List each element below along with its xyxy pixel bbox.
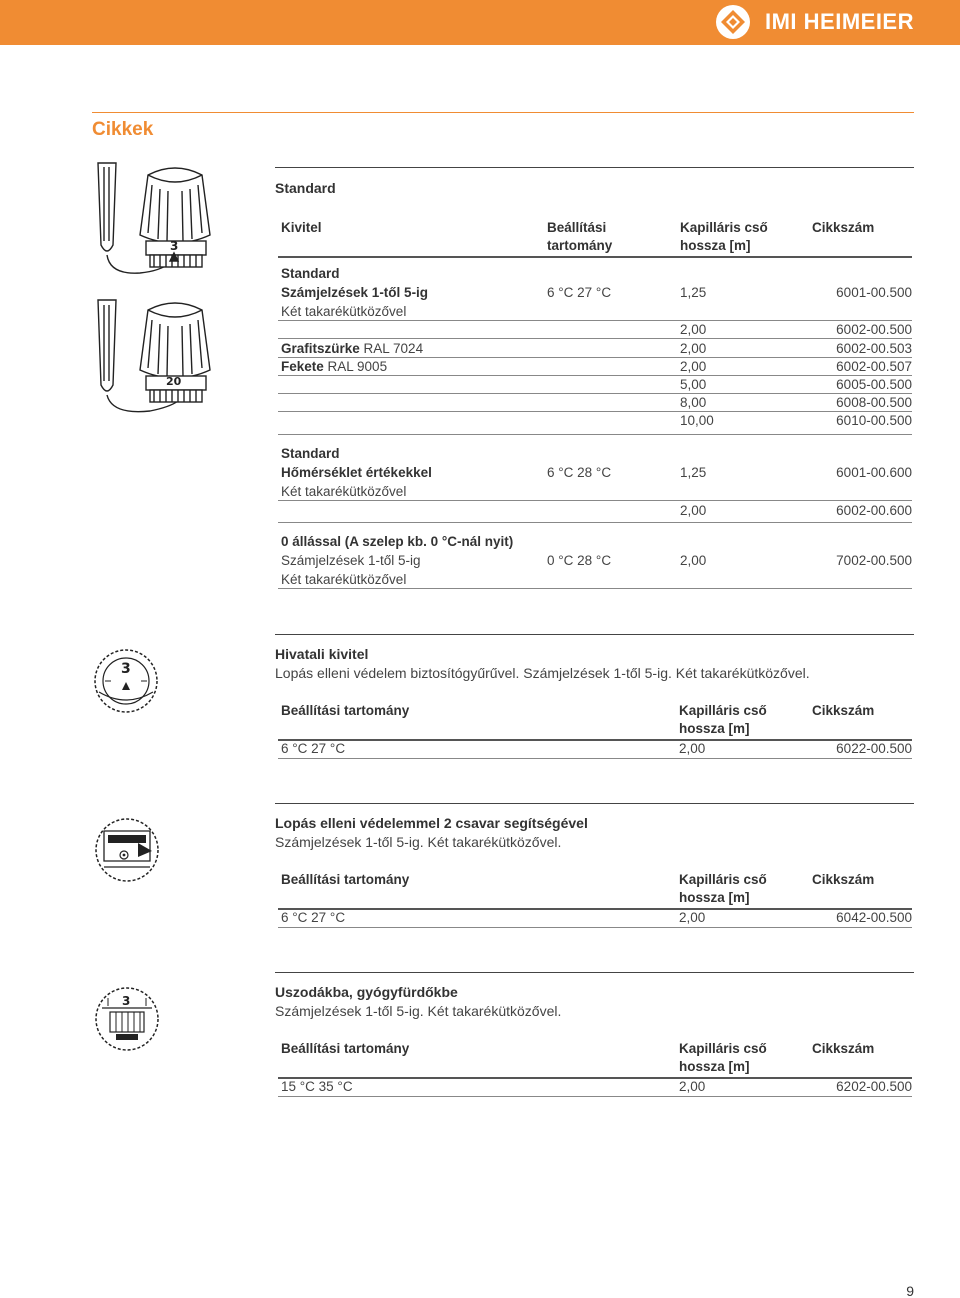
table-cell: 6022-00.500: [836, 741, 912, 756]
col-header-cap-1: Kapilláris cső: [679, 872, 767, 887]
svg-text:20: 20: [166, 375, 182, 388]
table-cell: 6002-00.500: [836, 322, 912, 337]
dial-icon: [94, 986, 160, 1052]
table-cell: 6002-00.600: [836, 503, 912, 518]
svg-text:3: 3: [170, 239, 179, 253]
table-cell: 2,00: [679, 741, 706, 756]
title-rule: [92, 112, 914, 113]
table-cell: 15 °C 35 °C: [281, 1079, 353, 1094]
table-cell: 2,00: [680, 359, 707, 374]
col-header-range: Beállítási tartomány: [281, 1041, 410, 1056]
col-header-cap-2: hossza [m]: [679, 1059, 750, 1074]
col-header-code: Cikkszám: [812, 220, 875, 235]
table-cell: 6 °C 27 °C: [281, 910, 346, 925]
table-bottom-rule: [278, 758, 912, 759]
dial-icon: [93, 648, 159, 714]
table-cell: 2,00: [680, 553, 707, 568]
col-header-cap-1: Kapilláris cső: [679, 1041, 767, 1056]
row-divider: [278, 500, 912, 501]
hivatali-top-rule: [275, 634, 914, 635]
standard-section-title: Standard: [275, 180, 336, 196]
table-cell: 1,25: [680, 285, 707, 300]
table-cell: 6002-00.507: [836, 359, 912, 374]
row-divider: [278, 320, 912, 321]
table-cell: Grafitszürke RAL 7024: [281, 341, 424, 356]
col-header-cap-2: hossza [m]: [679, 721, 750, 736]
svg-text:3: 3: [122, 994, 131, 1008]
table-cell: 6 °C 27 °C: [281, 741, 346, 756]
table-cell: 8,00: [680, 395, 707, 410]
col-header-range: Beállítási tartomány: [281, 703, 410, 718]
row-divider: [278, 357, 912, 358]
group2-title: Standard: [281, 446, 340, 461]
table-bottom-rule: [278, 927, 912, 928]
table-cell: Két takarékütközővel: [281, 484, 407, 499]
table-cell: 6008-00.500: [836, 395, 912, 410]
col-header-range: Beállítási tartomány: [281, 872, 410, 887]
row-divider: [278, 338, 912, 339]
table-cell: Két takarékütközővel: [281, 572, 407, 587]
col-header-cap-1: Kapilláris cső: [680, 220, 768, 235]
table-cell: Hőmérséklet értékekkel: [281, 465, 432, 480]
hivatali-title: Hivatali kivitel: [275, 646, 369, 662]
table-cell: Számjelzések 1-től 5-ig: [281, 553, 421, 568]
table-cell: 2,00: [680, 322, 707, 337]
table-cell: 2,00: [680, 341, 707, 356]
table-cell: 6001-00.600: [836, 465, 912, 480]
page-title: Cikkek: [92, 119, 154, 140]
table-cell: 2,00: [679, 1079, 706, 1094]
table-cell: 7002-00.500: [836, 553, 912, 568]
table-cell: 6 °C 27 °C: [547, 285, 612, 300]
col-header-cap-1: Kapilláris cső: [679, 703, 767, 718]
table-cell: 6042-00.500: [836, 910, 912, 925]
table-cell: Két takarékütközővel: [281, 304, 407, 319]
uszoda-top-rule: [275, 972, 914, 973]
uszoda-subtitle: Számjelzések 1-től 5-ig. Két takarékütközővel.: [275, 1003, 562, 1019]
svg-text:3: 3: [121, 661, 131, 677]
group3-title: 0 állással (A szelep kb. 0 °C-nál nyit): [281, 534, 514, 549]
table-cell: 6202-00.500: [836, 1079, 912, 1094]
col-header-code: Cikkszám: [812, 1041, 875, 1056]
uszoda-title: Uszodákba, gyógyfürdőkbe: [275, 984, 458, 1000]
table-cell: 6005-00.500: [836, 377, 912, 392]
row-divider: [278, 393, 912, 394]
group-divider: [278, 522, 912, 523]
table-cell: 5,00: [680, 377, 707, 392]
col-header-range-2: tartomány: [547, 238, 613, 253]
col-header-cap-2: hossza [m]: [680, 238, 751, 253]
table-cell: Fekete RAL 9005: [281, 359, 388, 374]
table-cell: Számjelzések 1-től 5-ig: [281, 285, 429, 300]
hivatali-subtitle: Lopás elleni védelem biztosítógyűrűvel. Számjelzések 1-től 5-ig. Két takarékütközővel.: [275, 665, 810, 681]
table-bottom-rule: [278, 1096, 912, 1097]
standard-top-rule: [275, 167, 914, 168]
table-cell: 2,00: [679, 910, 706, 925]
table-cell: 10,00: [680, 413, 714, 428]
table-cell: 6010-00.500: [836, 413, 912, 428]
table-cell: 6 °C 28 °C: [547, 465, 612, 480]
imi-logo-icon: [715, 4, 751, 40]
brand-name: IMI HEIMEIER: [764, 9, 914, 34]
col-header-kivitel: Kivitel: [281, 220, 322, 235]
brand-logo: [715, 6, 914, 38]
col-header-code: Cikkszám: [812, 872, 875, 887]
row-divider: [278, 411, 912, 412]
table-bottom-rule: [278, 588, 912, 589]
row-divider: [278, 375, 912, 376]
table-cell: 6001-00.500: [836, 285, 912, 300]
table-cell: 0 °C 28 °C: [547, 553, 612, 568]
page-number: 9: [906, 1283, 914, 1298]
standard-header-rule: [278, 256, 912, 258]
table-cell: 2,00: [680, 503, 707, 518]
table-cell: 1,25: [680, 465, 707, 480]
lock-screw-icon: [94, 817, 160, 883]
lopas-subtitle: Számjelzések 1-től 5-ig. Két takarékütközővel.: [275, 834, 562, 850]
col-header-cap-2: hossza [m]: [679, 890, 750, 905]
group-divider: [278, 434, 912, 435]
lopas-title: Lopás elleni védelemmel 2 csavar segítségével: [275, 815, 588, 831]
header-bar: [0, 0, 960, 45]
lopas-top-rule: [275, 803, 914, 804]
col-header-code: Cikkszám: [812, 703, 875, 718]
group1-title: Standard: [281, 266, 340, 281]
thermostat-head-icon: [90, 155, 225, 420]
table-cell: 6002-00.503: [836, 341, 912, 356]
col-header-range-1: Beállítási: [547, 220, 607, 235]
